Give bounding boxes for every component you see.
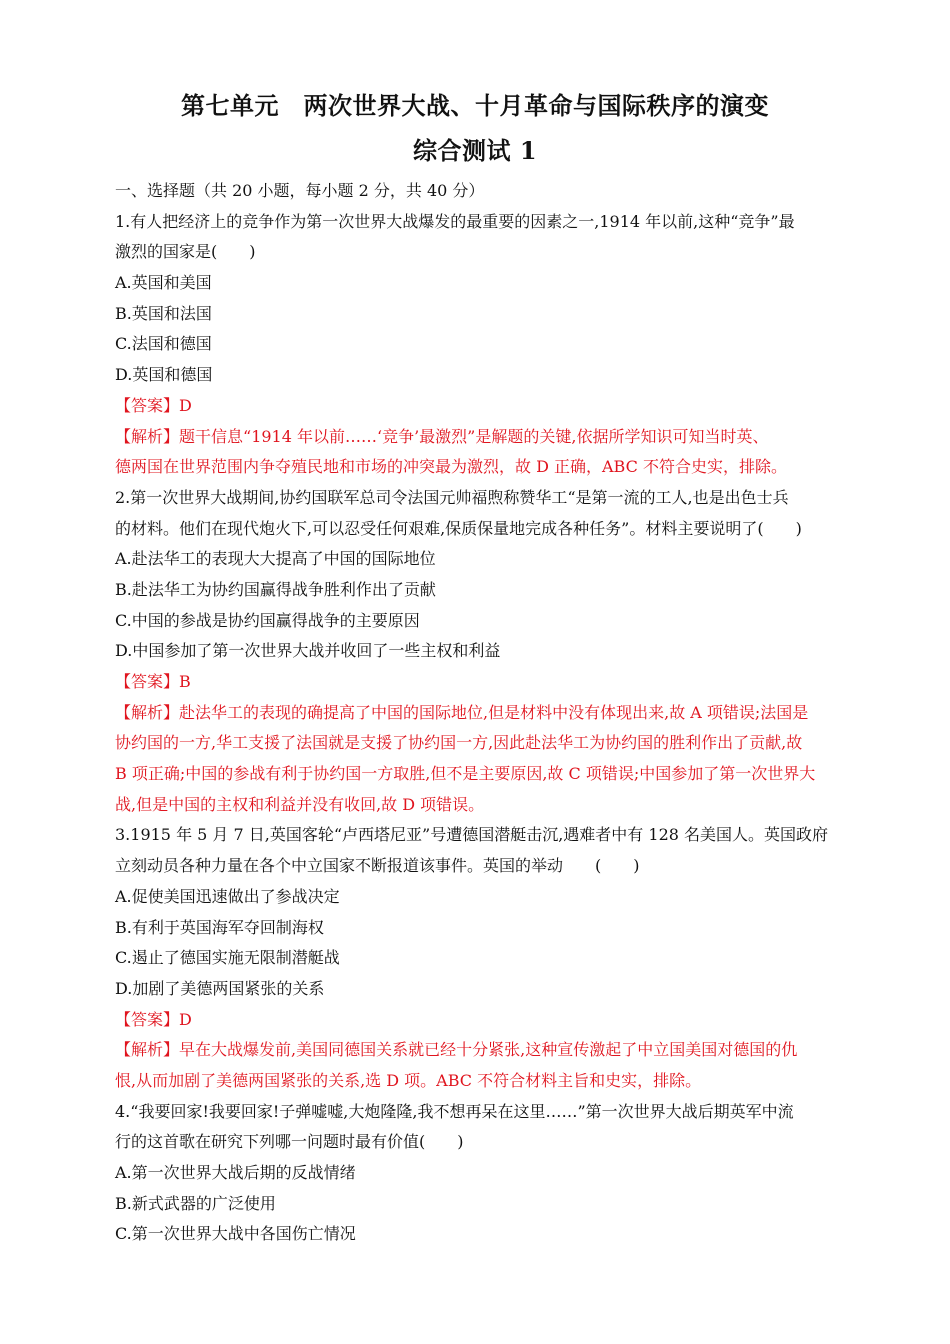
option: B.新式武器的广泛使用 bbox=[115, 1193, 276, 1213]
analysis-line bbox=[115, 1035, 835, 1066]
analysis-text: 题干信息“1914 年以前……‘竞争’最激烈”是解题的关键,依据所学知识可知当时英、 bbox=[179, 426, 769, 446]
question-1 bbox=[115, 207, 835, 483]
question-stem: 激烈的国家是( ) bbox=[115, 242, 256, 262]
answer-label: 【答案】 bbox=[115, 672, 180, 691]
option: C.中国的参战是协约国赢得战争的主要原因 bbox=[115, 610, 420, 630]
question-stem: 3.1915 年 5 月 7 日,英国客轮“卢西塔尼亚”号遭德国潜艇击沉,遇难者中有 128 名美国人。英国政府 bbox=[115, 825, 829, 845]
option: D.加剧了美德两国紧张的关系 bbox=[115, 978, 325, 998]
question-stem: 4.“我要回家!我要回家!子弹嘘嘘,大炮隆隆,我不想再呆在这里……”第一次世界大战后期英军中流 bbox=[115, 1101, 794, 1121]
option: B.赴法华工为协约国赢得战争胜利作出了贡献 bbox=[115, 579, 436, 599]
option: B.英国和法国 bbox=[115, 303, 212, 323]
answer-line bbox=[115, 667, 835, 698]
answer-label: 【答案】 bbox=[115, 1009, 180, 1029]
question-4 bbox=[115, 1097, 835, 1250]
analysis-label: 【解析】 bbox=[115, 702, 180, 722]
option: D.英国和德国 bbox=[115, 365, 213, 385]
analysis-line bbox=[115, 422, 835, 453]
analysis-text: 德两国在世界范围内争夺殖民地和市场的冲突最为激烈，故 D 正确，ABC 不符合史实，排除。 bbox=[115, 457, 787, 477]
answer-value: D bbox=[179, 395, 192, 415]
section-heading: 一、选择题（共 20 小题，每小题 2 分，共 40 分） bbox=[115, 181, 485, 200]
option: D.中国参加了第一次世界大战并收回了一些主权和利益 bbox=[115, 641, 501, 661]
question-stem: 2.第一次世界大战期间,协约国联军总司令法国元帅福煦称赞华工“是第一流的工人,也是出色士兵 bbox=[115, 487, 789, 507]
option: C.第一次世界大战中各国伤亡情况 bbox=[115, 1224, 356, 1244]
option: A.促使美国迅速做出了参战决定 bbox=[115, 886, 340, 906]
analysis-text: B 项正确;中国的参战有利于协约国一方取胜,但不是主要原因,故 C 项错误;中国参加了第一次世界大 bbox=[115, 764, 816, 784]
answer-value: B bbox=[179, 672, 191, 691]
question-2 bbox=[115, 483, 835, 821]
answer-line bbox=[115, 391, 835, 422]
question-stem: 立刻动员各种力量在各个中立国家不断报道该事件。英国的举动 ( ) bbox=[115, 856, 640, 876]
question-stem: 1.有人把经济上的竞争作为第一次世界大战爆发的最重要的因素之一,1914 年以前,这种“竞争”最 bbox=[115, 211, 795, 231]
analysis-text: 赴法华工的表现的确提高了中国的国际地位,但是材料中没有体现出来,故 A 项错误;法国是 bbox=[179, 702, 809, 722]
document-body bbox=[115, 176, 835, 1250]
analysis-label: 【解析】 bbox=[115, 426, 180, 446]
question-stem: 行的这首歌在研究下列哪一问题时最有价值( ) bbox=[115, 1132, 464, 1152]
option: A.第一次世界大战后期的反战情绪 bbox=[115, 1163, 356, 1182]
answer-value: D bbox=[179, 1009, 192, 1029]
answer-line bbox=[115, 1005, 835, 1036]
analysis-text: 恨,从而加剧了美德两国紧张的关系,选 D 项。ABC 不符合材料主旨和史实，排除。 bbox=[115, 1070, 702, 1090]
option: C.法国和德国 bbox=[115, 334, 212, 354]
analysis-text: 协约国的一方,华工支援了法国就是支援了协约国一方,因此赴法华工为协约国的胜利作出了贡献,故 bbox=[115, 733, 803, 753]
option: C.遏止了德国实施无限制潜艇战 bbox=[115, 948, 340, 968]
option: A.英国和美国 bbox=[115, 273, 212, 293]
analysis-text: 战,但是中国的主权和利益并没有收回,故 D 项错误。 bbox=[115, 794, 485, 814]
analysis-label: 【解析】 bbox=[115, 1040, 180, 1060]
unit-title: 第七单元 两次世界大战、十月革命与国际秩序的演变 bbox=[181, 91, 769, 120]
answer-label: 【答案】 bbox=[115, 395, 180, 415]
test-title: 综合测试 1 bbox=[412, 136, 538, 165]
analysis-text: 早在大战爆发前,美国同德国关系就已经十分紧张,这种宣传激起了中立国美国对德国的仇 bbox=[179, 1040, 798, 1060]
question-stem: 的材料。他们在现代炮火下,可以忍受任何艰难,保质保量地完成各种任务”。材料主要说明了( ) bbox=[115, 518, 802, 538]
option: A.赴法华工的表现大大提高了中国的国际地位 bbox=[115, 549, 436, 569]
analysis-line bbox=[115, 698, 835, 729]
option: B.有利于英国海军夺回制海权 bbox=[115, 917, 324, 937]
question-3 bbox=[115, 820, 835, 1096]
